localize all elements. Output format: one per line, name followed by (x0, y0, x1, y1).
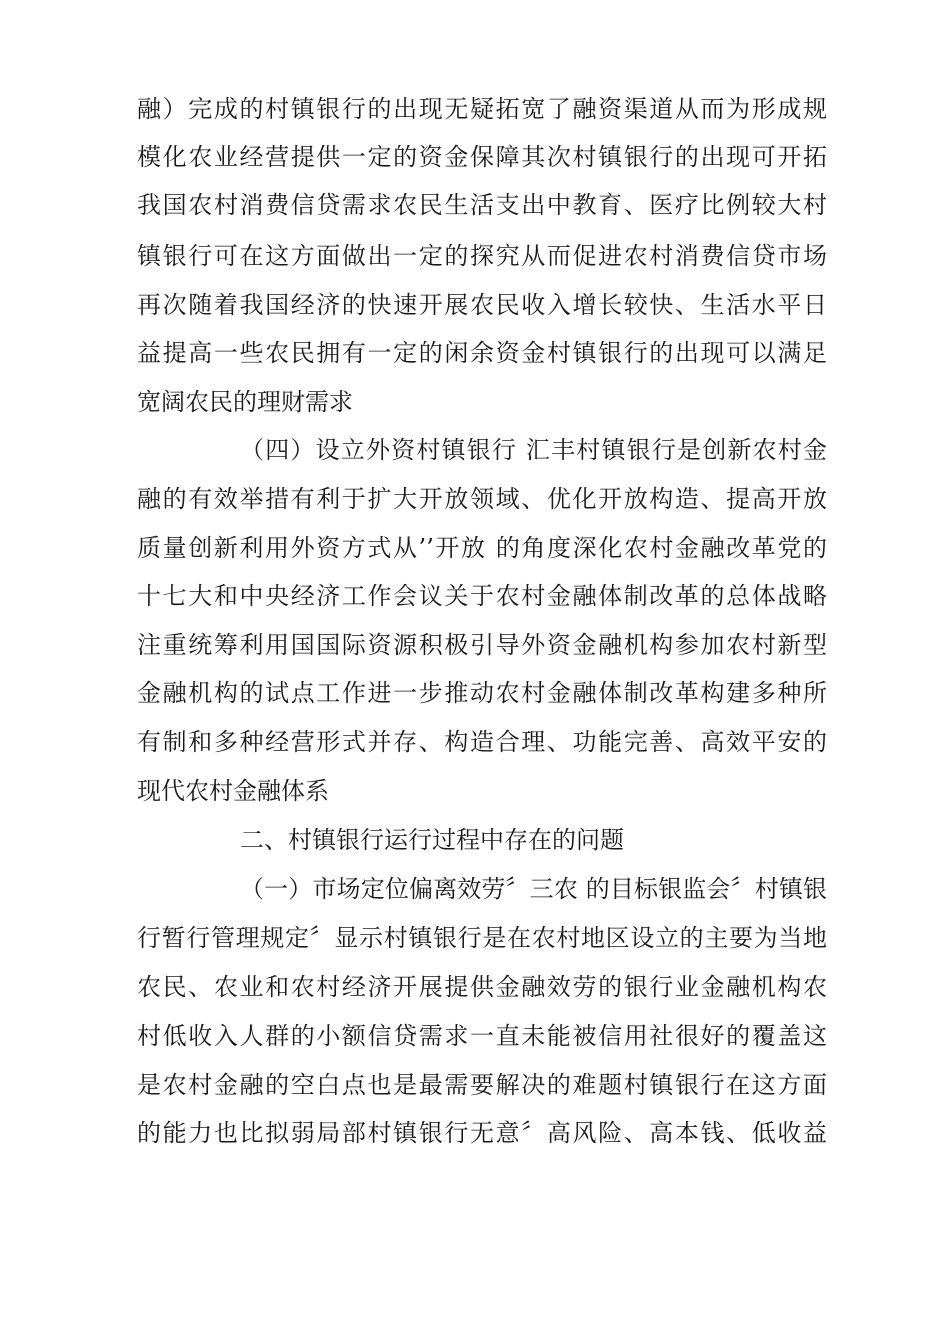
text-line: 农民、农业和农村经济开展提供金融效劳的银行业金融机构农 (137, 973, 827, 1001)
text-line: 的能力也比拟弱局部村镇银行无意〞高风险、高本钱、低收益 (137, 1119, 827, 1147)
paragraph-first-line: （四）设立外资村镇银行 汇丰村镇银行是创新农村金 (240, 436, 827, 464)
text-line: 金融机构的试点工作进一步推动农村金融体制改革构建多种所 (137, 679, 827, 707)
text-line: 是农村金融的空白点也是最需要解决的难题村镇银行在这方面 (137, 1071, 827, 1099)
text-line: 有制和多种经营形式并存、构造合理、功能完善、高效平安的 (137, 728, 827, 756)
text-line: 镇银行可在这方面做出一定的探究从而促进农村消费信贷市场 (137, 242, 827, 270)
text-line: 我国农村消费信贷需求农民生活支出中教育、医疗比例较大村 (137, 191, 827, 219)
text-line: 十七大和中央经济工作会议关于农村金融体制改革的总体战略 (137, 582, 827, 610)
text-line: 融的有效举措有利于扩大开放领域、优化开放构造、提高开放 (137, 485, 827, 513)
text-line: 注重统筹利用国国际资源积极引导外资金融机构参加农村新型 (137, 631, 827, 659)
paragraph-first-line: （一）市场定位偏离效劳〞三农 的目标银监会〞村镇银 (240, 875, 827, 903)
text-line: 质量创新利用外资方式从’’开放 的角度深化农村金融改革党的 (137, 534, 827, 562)
text-line: 宽阔农民的理财需求 (137, 388, 353, 416)
text-line: 融）完成的村镇银行的出现无疑拓宽了融资渠道从而为形成规 (137, 95, 827, 123)
section-heading: 二、村镇银行运行过程中存在的问题 (240, 826, 624, 854)
text-line: 行暂行管理规定〞显示村镇银行是在农村地区设立的主要为当地 (137, 924, 827, 952)
text-line: 益提高一些农民拥有一定的闲余资金村镇银行的出现可以满足 (137, 339, 827, 367)
text-line: 村低收入人群的小额信贷需求一直未能被信用社很好的覆盖这 (137, 1022, 827, 1050)
text-line: 再次随着我国经济的快速开展农民收入增长较快、生活水平日 (137, 291, 827, 319)
text-line: 现代农村金融体系 (137, 777, 329, 805)
text-line: 模化农业经营提供一定的资金保障其次村镇银行的出现可开拓 (137, 143, 827, 171)
